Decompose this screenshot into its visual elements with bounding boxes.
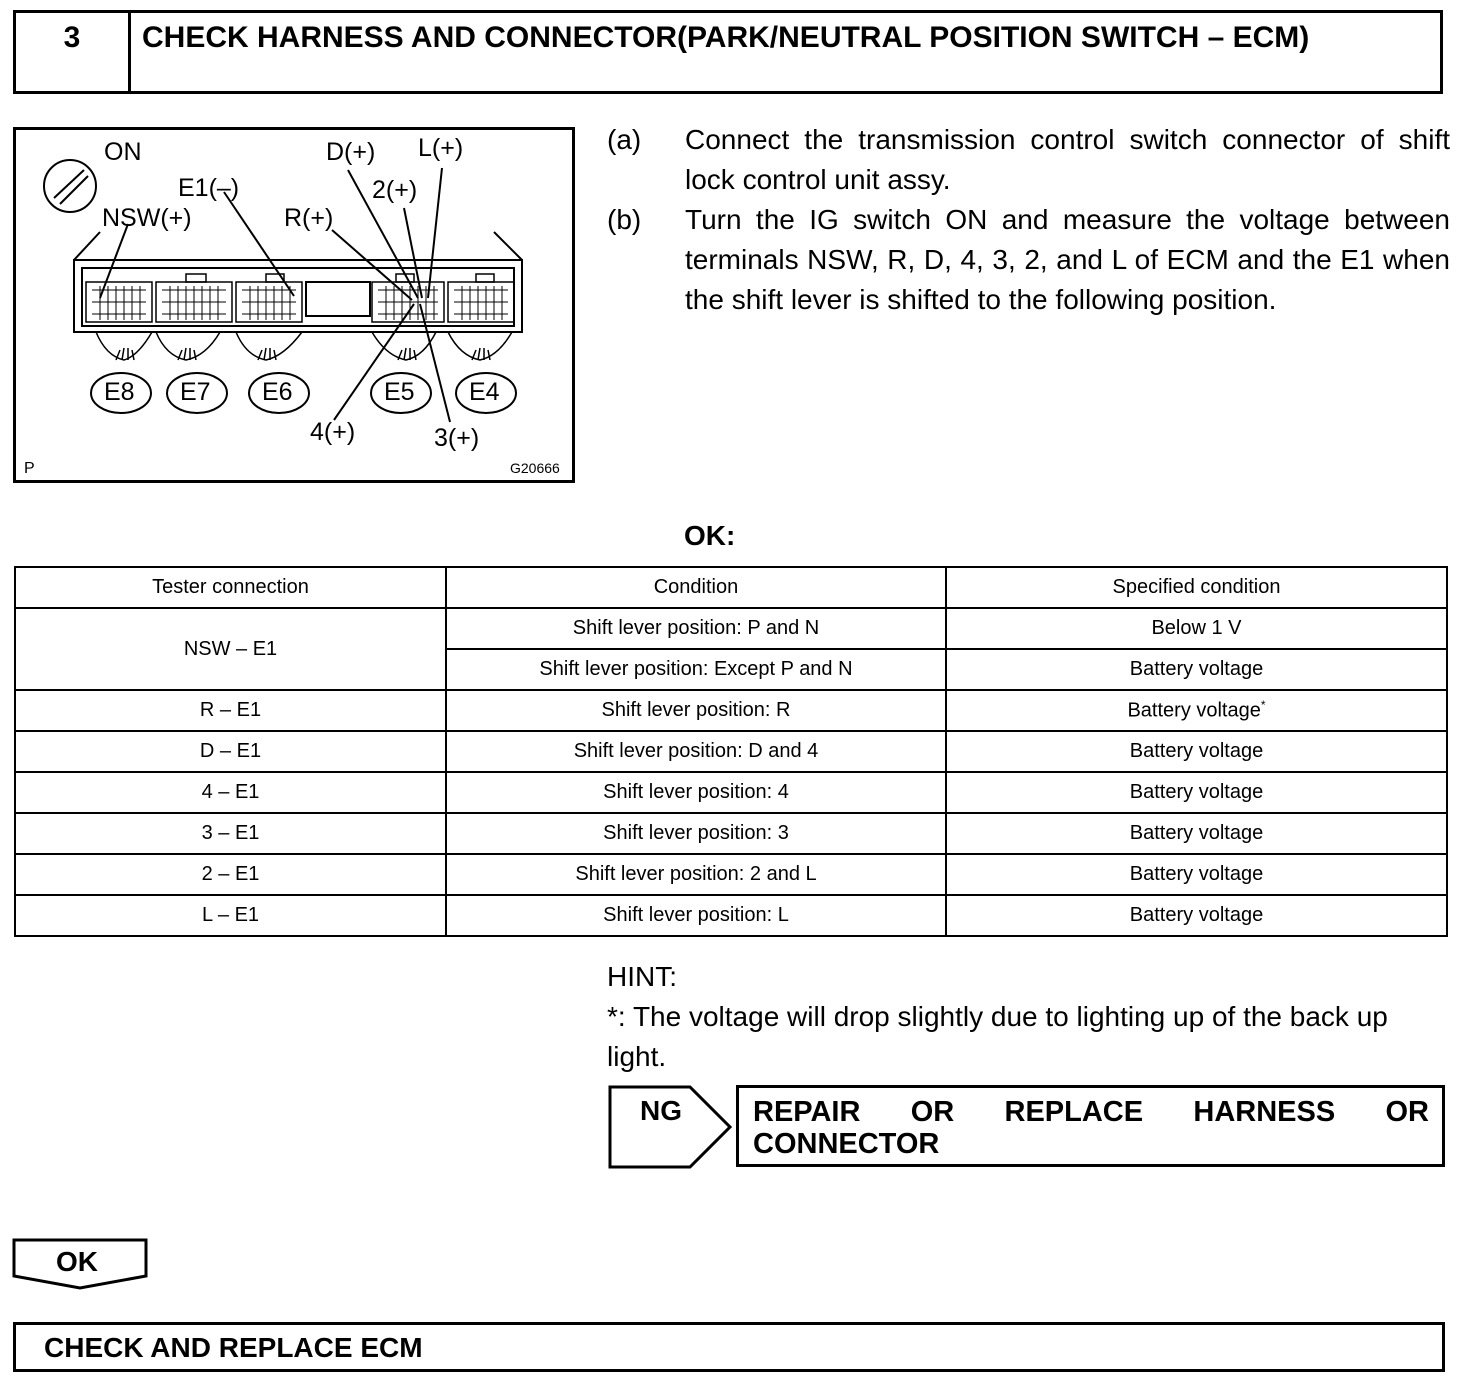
ecm-connector-figure	[13, 127, 575, 483]
table-header-row	[15, 567, 1447, 608]
table-row	[15, 854, 1447, 895]
step-a-text: Connect the transmission control switch connector of shift lock control unit assy.	[685, 124, 1450, 195]
cell-connection: 2 – E1	[15, 854, 446, 895]
connector-e7-label: E7	[180, 378, 211, 406]
cell-condition: Shift lever position: D and 4	[446, 731, 946, 772]
cell-spec-text: Battery voltage	[1127, 699, 1261, 722]
cell-connection: NSW – E1	[15, 608, 446, 690]
ng-action-line1: REPAIR OR REPLACE HARNESS OR	[753, 1096, 1429, 1128]
ng-label: NG	[640, 1095, 682, 1126]
cell-condition: Shift lever position: 2 and L	[446, 854, 946, 895]
cell-spec	[946, 690, 1447, 731]
table-row	[15, 690, 1447, 731]
figure-corner-label: P	[24, 460, 35, 477]
terminal-2-label: 2(+)	[372, 176, 418, 204]
step-header	[13, 10, 1443, 94]
ignition-switch-icon	[44, 160, 96, 212]
hint-block	[607, 957, 1445, 1077]
cell-spec: Battery voltage	[946, 731, 1447, 772]
header-specified-condition: Specified condition	[946, 567, 1447, 608]
cell-connection: R – E1	[15, 690, 446, 731]
connector-e6-label: E6	[262, 378, 293, 406]
cell-spec: Battery voltage	[946, 854, 1447, 895]
connector-e4-label: E4	[469, 378, 500, 406]
step-a-label: (a)	[607, 124, 642, 155]
table-row	[15, 608, 1447, 649]
footnote-mark: *	[1260, 698, 1266, 713]
table-row	[15, 772, 1447, 813]
cell-connection: 4 – E1	[15, 772, 446, 813]
cell-condition: Shift lever position: R	[446, 690, 946, 731]
cell-spec: Below 1 V	[946, 608, 1447, 649]
ok-heading: OK:	[684, 520, 736, 551]
ignition-on-label: ON	[104, 138, 142, 166]
connector-e8-label: E8	[104, 378, 135, 406]
terminal-4-label: 4(+)	[310, 418, 356, 446]
ok-label: OK	[56, 1246, 98, 1277]
ok-action-box	[13, 1322, 1445, 1372]
step-number: 3	[16, 13, 131, 91]
ng-action-box	[736, 1085, 1445, 1167]
spec-table	[14, 566, 1448, 937]
table-row	[15, 731, 1447, 772]
cell-connection: 3 – E1	[15, 813, 446, 854]
cell-condition: Shift lever position: Except P and N	[446, 649, 946, 690]
cell-condition: Shift lever position: 3	[446, 813, 946, 854]
cell-spec: Battery voltage	[946, 772, 1447, 813]
cell-connection: D – E1	[15, 731, 446, 772]
cell-condition: Shift lever position: P and N	[446, 608, 946, 649]
terminal-l-label: L(+)	[418, 134, 464, 162]
terminal-nsw-label: NSW(+)	[102, 204, 192, 232]
cell-connection: L – E1	[15, 895, 446, 936]
cell-condition: Shift lever position: L	[446, 895, 946, 936]
cell-spec: Battery voltage	[946, 813, 1447, 854]
step-b-text: Turn the IG switch ON and measure the voltage between terminals NSW, R, D, 4, 3, 2, and L of ECM and the E1 when the shift lever is shifted to the following position.	[685, 204, 1450, 315]
ecm-diagram	[16, 130, 572, 480]
ok-action-text: CHECK AND REPLACE ECM	[44, 1332, 423, 1363]
terminal-e1-label: E1(–)	[178, 174, 240, 202]
step-title: CHECK HARNESS AND CONNECTOR(PARK/NEUTRAL POSITION SWITCH – ECM)	[142, 21, 1310, 54]
connector-e5-label: E5	[384, 378, 415, 406]
header-tester-connection: Tester connection	[15, 567, 446, 608]
terminal-d-label: D(+)	[326, 138, 376, 166]
cell-condition: Shift lever position: 4	[446, 772, 946, 813]
hint-text: *: The voltage will drop slightly due to lighting up of the back up light.	[607, 1001, 1388, 1072]
step-b	[607, 200, 1450, 320]
ng-action-line2: CONNECTOR	[753, 1128, 940, 1160]
cell-spec: Battery voltage	[946, 895, 1447, 936]
hint-title: HINT:	[607, 961, 677, 992]
terminal-r-label: R(+)	[284, 204, 334, 232]
figure-code: G20666	[510, 460, 560, 476]
table-row	[15, 813, 1447, 854]
cell-spec: Battery voltage	[946, 649, 1447, 690]
step-a	[607, 120, 1450, 200]
table-row	[15, 895, 1447, 936]
header-condition: Condition	[446, 567, 946, 608]
step-b-label: (b)	[607, 204, 642, 235]
terminal-3-label: 3(+)	[434, 424, 480, 452]
